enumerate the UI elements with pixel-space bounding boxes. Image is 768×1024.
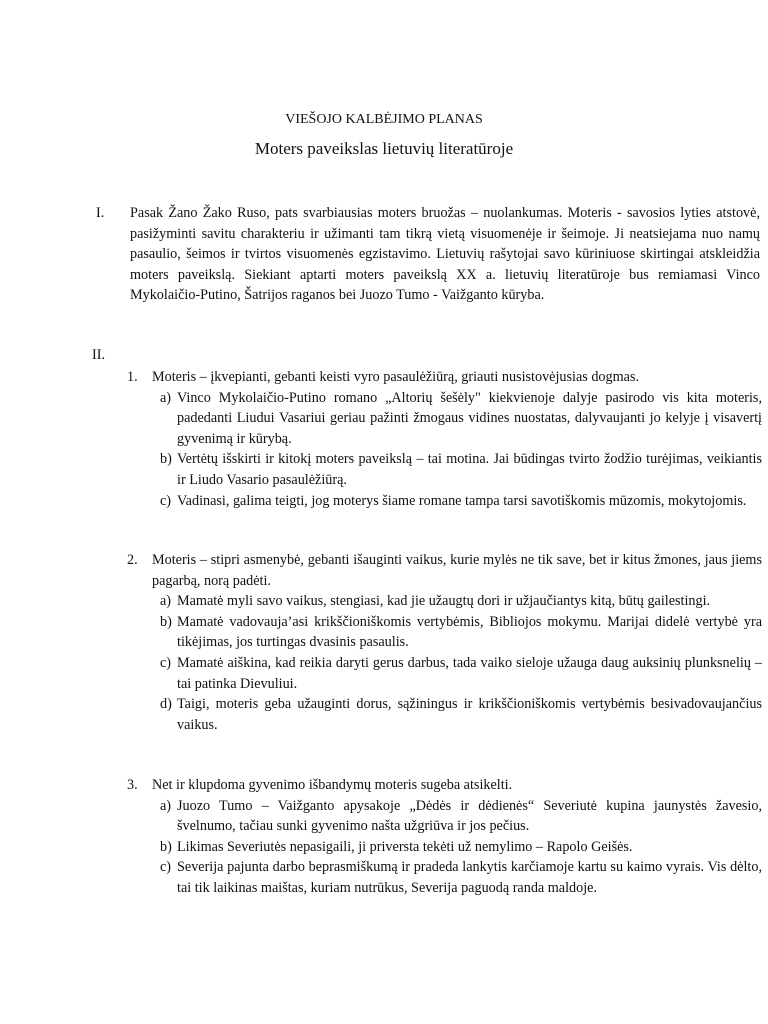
sub-item-text: Severija pajunta darbo beprasmiškumą ir pradeda lankytis karčiamoje kartu su kaimo vyrais. Vis dėlto, tai tik laikinas maištas, kuriam nutrūkus, Severija paguodą randa maldoje. xyxy=(177,859,762,896)
sub-item-text: Vinco Mykolaičio-Putino romano „Altorių šešėly" kiekvienoje dalyje pasirodo vis kita moteris, padedanti Liudui Vasariui geriau pažinti žmogaus vidines nuostatas, dalyvaujanti jo kelyje į visavertį gyvenimą ir kūrybą. xyxy=(177,389,762,447)
sub-item xyxy=(160,449,762,490)
sub-item xyxy=(160,591,762,612)
point-heading: Moteris – įkvepianti, gebanti keisti vyro pasaulėžiūrą, griauti nusistovėjusias dogmas. xyxy=(152,369,640,385)
sub-item-label: b) xyxy=(160,613,172,630)
document-subtitle: Moters paveikslas lietuvių literatūroje xyxy=(254,139,514,158)
sub-item-text: Likimas Severiutės nepasigaili, ji priversta tekėti už nemylimo – Rapolo Geišės. xyxy=(177,838,633,855)
sub-item-label: b) xyxy=(160,451,172,468)
sub-item-label: a) xyxy=(160,389,172,406)
list-point-1 xyxy=(127,367,762,511)
document-title: VIEŠOJO KALBĖJIMO PLANAS xyxy=(285,112,483,127)
sub-item xyxy=(160,653,762,694)
sub-item-text: Mamatė myli savo vaikus, stengiasi, kad jie užaugtų dori ir užjaučiantys kitą, būtų gailestingi. xyxy=(177,593,711,610)
sub-item xyxy=(160,388,762,450)
sub-item xyxy=(160,612,762,653)
point-number: 1. xyxy=(127,369,138,385)
sub-item-label: a) xyxy=(160,593,172,610)
section-number-1: I. xyxy=(96,205,105,221)
sub-item-text: Taigi, moteris geba užauginti dorus, sąžiningus ir krikščioniškomis vertybėmis besivadovaujančius vaikus. xyxy=(177,696,762,733)
point-number: 2. xyxy=(127,552,138,568)
point-heading: Moteris – stipri asmenybė, gebanti išauginti vaikus, kurie mylės ne tik save, bet ir kitus žmones, jaus jiems pagarbą, norą padėti. xyxy=(152,552,762,589)
sub-item-text: Juozo Tumo – Vaižganto apysakoje „Dėdės ir dėdienės“ Severiutė kupina jaunystės žavesio, švelnumo, tačiau sunki gyvenimo našta užgriūva ir jos pečius. xyxy=(177,797,762,835)
sub-item-label: d) xyxy=(160,696,172,713)
list-point-3 xyxy=(127,775,762,899)
sub-item xyxy=(160,837,762,858)
sub-item-label: a) xyxy=(160,797,172,814)
point-number: 3. xyxy=(127,777,138,793)
sub-item xyxy=(160,491,762,512)
section-number-2: II. xyxy=(92,347,105,363)
sub-item-label: c) xyxy=(160,654,172,671)
list-point-2 xyxy=(127,550,762,735)
point-heading: Net ir klupdoma gyvenimo išbandymų moteris sugeba atsikelti. xyxy=(152,777,513,793)
sub-item-label: c) xyxy=(160,859,172,876)
sub-item-text: Vertėtų išskirti ir kitokį moters paveikslą – tai motina. Jai būdingas tvirto žodžio turėjimas, veikiantis ir Liudo Vasario pasaulėžiūrą. xyxy=(177,451,762,488)
section-1-paragraph: Pasak Žano Žako Ruso, pats svarbiausias moters bruožas – nuolankumas. Moteris - savosios lyties atstovė, pasižyminti savitu charakteriu ir užimanti tam tikrą vietą visuomenėje ir šeimoje. Ji neatsiejama nuo namų pasaulio, šeimos ir tvirtos visuomenės egzistavimo. Lietuvių rašytojai savo kūriniuose skirtingai atskleidžia moters paveikslą. Siekiant aptarti moters paveikslą XX a. lietuvių literatūroje bus remiamasi Vinco Mykolaičio-Putino, Šatrijos raganos bei Juozo Tumo - Vaižganto kūryba. xyxy=(130,205,760,304)
sub-item xyxy=(160,796,762,837)
sub-item xyxy=(160,694,762,735)
sub-item-label: c) xyxy=(160,492,172,509)
sub-item-label: b) xyxy=(160,838,172,855)
sub-item-text: Vadinasi, galima teigti, jog moterys šiame romane tampa tarsi savotiškomis mūzomis, mokytojomis. xyxy=(177,492,747,509)
sub-item-text: Mamatė vadovauja’asi krikščioniškomis vertybėmis, Bibliojos mokymu. Marijai didelė vertybė yra tikėjimas, jos turtingas dvasinis pasaulis. xyxy=(177,613,762,651)
sub-item xyxy=(160,857,762,898)
sub-item-text: Mamatė aiškina, kad reikia daryti gerus darbus, tada vaiko sieloje užauga daug auksinių plunksnelių – tai patinka Dievuliui. xyxy=(177,654,762,692)
